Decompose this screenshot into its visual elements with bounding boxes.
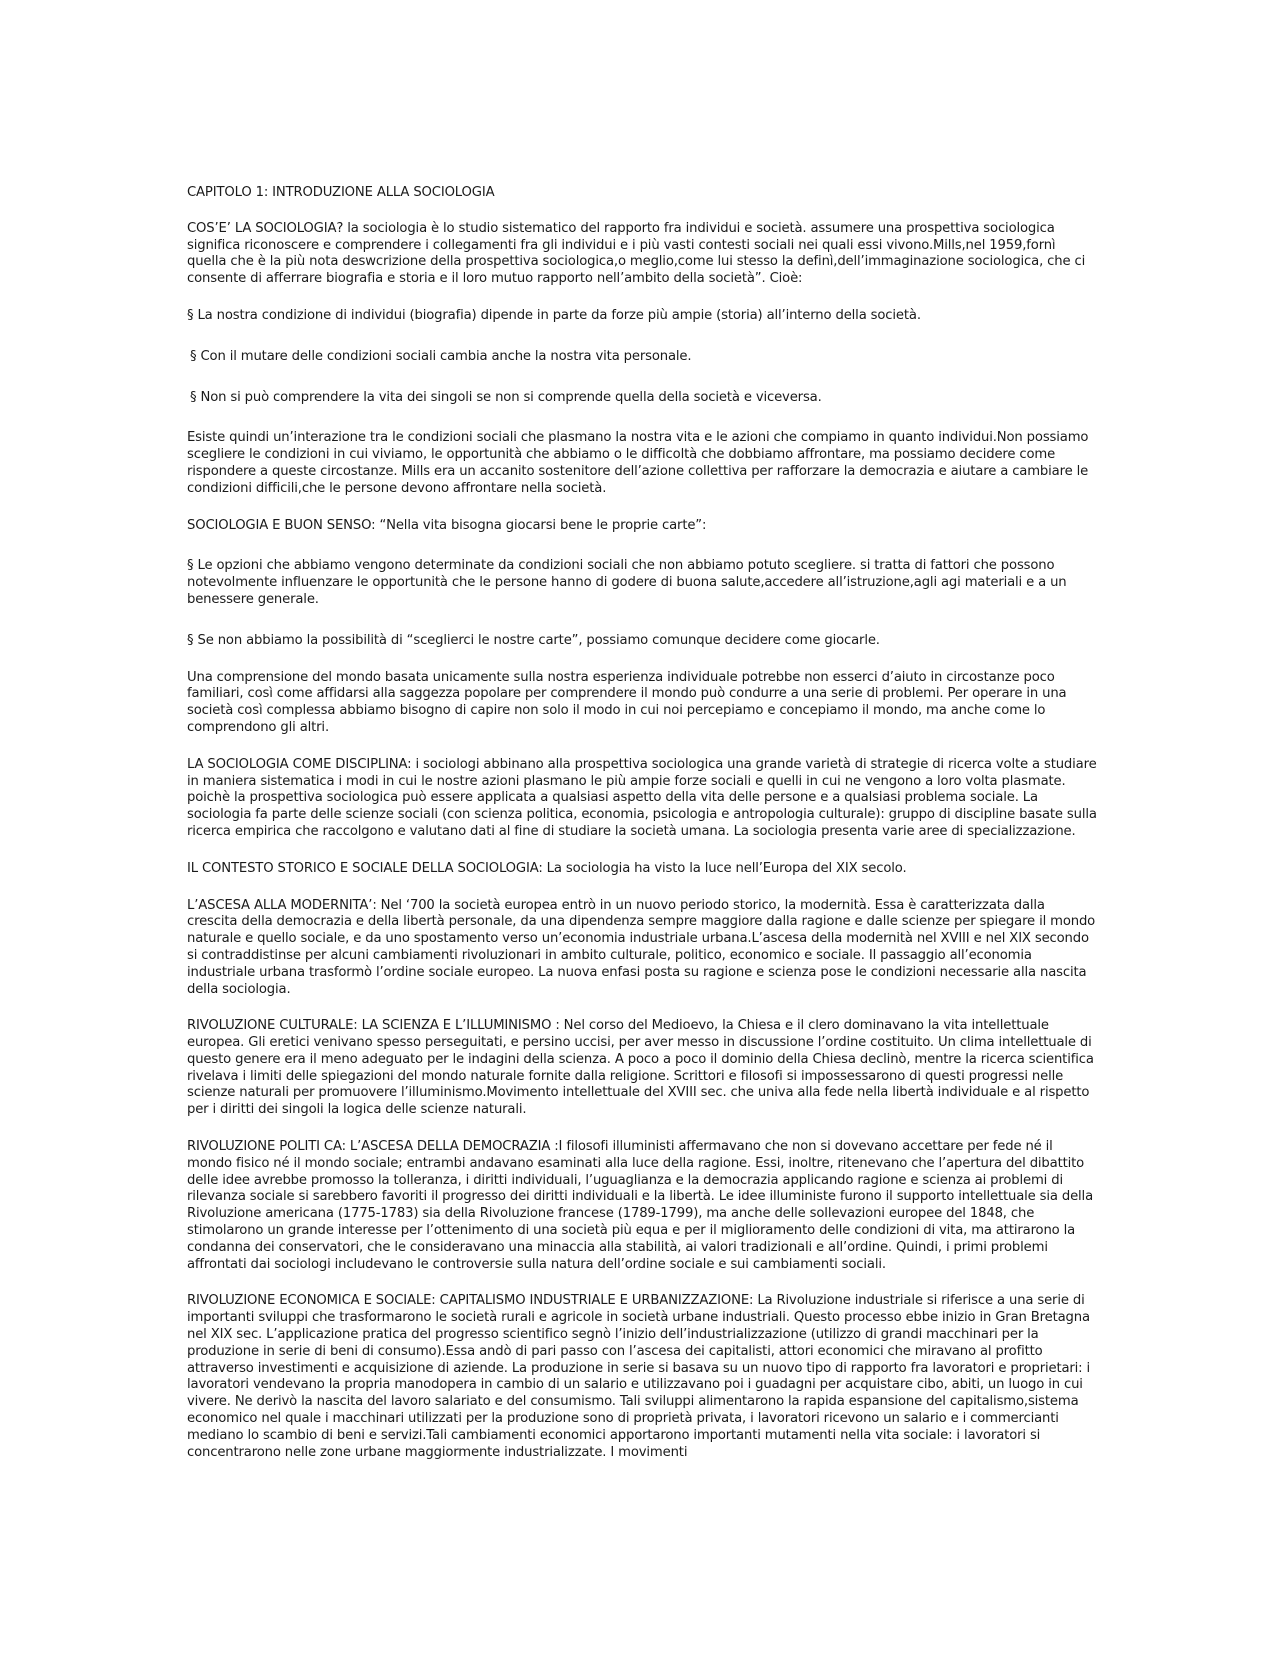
paragraph-historical-context: IL CONTESTO STORICO E SOCIALE DELLA SOCIOLOGIA: La sociologia ha visto la luce nell’Europa del XIX secolo. [187,860,907,876]
paragraph-interaction: Esiste quindi un’interazione tra le condizioni sociali che plasmano la nostra vita e le azioni che compiamo in quanto individui.Non possiamo scegliere le condizioni in cui viviamo, le opportunità che abbiamo o le difficoltà che dobbiamo affrontare, ma possiamo decidere come rispondere a queste circostanze. Mills era un accanito sostenitore dell’azione collettiva per rafforzare la democrazia e aiutare a cambiare le condizioni difficili,che le persone devono affrontare nella società. [187,430,1089,496]
paragraph-political-revolution: RIVOLUZIONE POLITI CA: L’ASCESA DELLA DEMOCRAZIA :I filosofi illuministi affermavano che non si dovevano accettare per fede né il mondo fisico né il mondo sociale; entrambi andavano esaminati alla luce della ragione. Essi, inoltre, ritenevano che l’apertura del dibattito delle idee avrebbe promosso la tolleranza, i diritti individuali, l’uguaglianza e la democrazia applicando ragione e scienza ai problemi di rilevanza sociale si sarebbero favoriti il progresso dei diritti individuali e la libertà. Le idee illuministe furono il supporto intellettuale sia della Rivoluzione americana (1775-1783) sia della Rivoluzione francese (1789-1799), ma anche delle sollevazioni europee del 1848, che stimolarono un grande interesse per l’ottenimento di una società più equa e per il miglioramento delle condizioni di vita, ma attirarono la condanna dei conservatori, che le consideravano una minaccia alla stabilità, ai valori tradizionali e all’ordine. Quindi, i primi problemi affrontati dai sociologi includevano le controversie sulla natura dell’ordine sociale e sui cambiamenti sociali. [187,1139,1094,1272]
bullet-social-change: § Con il mutare delle condizioni sociali cambia anche la nostra vita personale. [190,348,692,364]
paragraph-understanding-world: Una comprensione del mondo basata unicamente sulla nostra esperienza individuale potrebbe non esserci d’aiuto in circostanze poco familiari, così come affidarsi alla saggezza popolare per comprendere il mondo può condurre a una serie di problemi. Per operare in una società così complessa abbiamo bisogno di capire non solo il modo in cui noi percepiamo e concepiamo il mondo, ma anche come lo comprendono gli altri. [187,669,1067,735]
paragraph-common-sense: SOCIOLOGIA E BUON SENSO: “Nella vita bisogna giocarsi bene le proprie carte”: [187,517,707,533]
document-page [187,185,1097,1481]
paragraph-economic-revolution: RIVOLUZIONE ECONOMICA E SOCIALE: CAPITALISMO INDUSTRIALE E URBANIZZAZIONE: La Rivoluzione industriale si riferisce a una serie di importanti sviluppi che trasformarono le società rurali e agricole in società urbane industriali. Questo processo ebbe inizio in Gran Bretagna nel XIX sec. L’applicazione pratica del progresso scientifico segnò l’inizio dell’industrializzazione (utilizzo di grandi macchinari per la produzione in serie di beni di consumo).Essa andò di pari passo con l’ascesa dei capitalisti, attori economici che miravano al profitto attraverso investimenti e acquisizione di aziende. La produzione in serie si basava su un nuovo tipo di rapporto fra lavoratori e proprietari: i lavoratori vendevano la propria manodopera in cambio di un salario e utilizzavano poi i guadagni per acquistare cibo, abiti, un luogo in cui vivere. Ne derivò la nascita del lavoro salariato e del consumismo. Tali sviluppi alimentarono la rapida espansione del capitalismo,sistema economico nel quale i macchinari utilizzati per la produzione sono di proprietà privata, i lavoratori ricevono un salario e i commercianti mediano lo scambio di beni e servizi.Tali cambiamenti economici apportarono importanti mutamenti nella vita sociale: i lavoratori si concentrarono nelle zone urbane maggiormente industrializzate. I movimenti [187,1293,1091,1460]
paragraph-modernity: L’ASCESA ALLA MODERNITA’: Nel ‘700 la società europea entrò in un nuovo periodo storico, la modernità. Essa è caratterizzata dalla crescita della democrazia e della libertà personale, da una dipendenza sempre maggiore dalla ragione e dalle scienze per spiegare il mondo naturale e quello sociale, e da uno spostamento verso un’economia industriale urbana.L’ascesa della modernità nel XVIII e nel XIX secondo si contraddistinse per alcuni cambiamenti rivoluzionari in ambito culturale, politico, economico e sociale. Il passaggio all’economia industriale urbana trasformò l’ordine sociale europeo. La nuova enfasi posta su ragione e scienza pose le condizioni necessarie alla nascita della sociologia. [187,897,1096,997]
bullet-biography: § La nostra condizione di individui (biografia) dipende in parte da forze più ampie (storia) all’interno della società. [187,307,921,323]
bullet-options: § Le opzioni che abbiamo vengono determinate da condizioni sociali che non abbiamo potuto scegliere. si tratta di fattori che possono notevolmente influenzare le opportunità che le persone hanno di godere di buona salute,accedere all’istruzione,agli agi materiali e a un benessere generale. [187,558,1067,607]
paragraph-what-is-sociology: COS’E’ LA SOCIOLOGIA? la sociologia è lo studio sistematico del rapporto fra individui e società. assumere una prospettiva sociologica significa riconoscere e comprendere i collegamenti fra gli individui e i più vasti contesti sociali nei quali essi vivono.Mills,nel 1959,fornì quella che è la più nota deswcrizione della prospettiva sociologica,o meglio,come lui stesso la definì,dell’immaginazione sociologica, che ci consente di afferrare biografia e storia e il loro mutuo rapporto nell’ambito della società”. Cioè: [187,220,1086,287]
bullet-cards: § Se non abbiamo la possibilità di “sceglierci le nostre carte”, possiamo comunque decidere come giocarle. [187,632,880,648]
paragraph-cultural-revolution: RIVOLUZIONE CULTURALE: LA SCIENZA E L’ILLUMINISMO : Nel corso del Medioevo, la Chiesa e il clero dominavano la vita intellettuale europea. Gli eretici venivano spesso perseguitati, e persino uccisi, per aver messo in discussione l’ordine costituito. Un clima intellettuale di questo genere era il meno adeguato per le indagini della scienza. A poco a poco il dominio della Chiesa declinò, mentre la ricerca scientifica rivelava i limiti delle spiegazioni del mondo naturale fornite dalla religione. Scrittori e filosofi si impossessarono di questi progressi nelle scienze naturali per promuovere l’illuminismo.Movimento intellettuale del XVIII sec. che univa alla fede nella libertà individuale e al rispetto per i diritti dei singoli la logica delle scienze naturali. [187,1018,1094,1118]
bullet-understanding: § Non si può comprendere la vita dei singoli se non si comprende quella della società e viceversa. [190,389,822,405]
paragraph-discipline: LA SOCIOLOGIA COME DISCIPLINA: i sociologi abbinano alla prospettiva sociologica una grande varietà di strategie di ricerca volte a studiare in maniera sistematica i modi in cui le nostre azioni plasmano le più ampie forze sociali e quelli in cui ne vengono a loro volta plasmate. poichè la prospettiva sociologica può essere applicata a qualsiasi aspetto della vita delle persone e a qualsiasi problema sociale. La sociologia fa parte delle scienze sociali (con scienza politica, economia, psicologia e antropologia culturale): gruppo di discipline basate sulla ricerca empirica che raccolgono e valutano dati al fine di studiare la società umana. La sociologia presenta varie aree di specializzazione. [187,756,1097,839]
chapter-title: CAPITOLO 1: INTRODUZIONE ALLA SOCIOLOGIA [187,185,495,200]
